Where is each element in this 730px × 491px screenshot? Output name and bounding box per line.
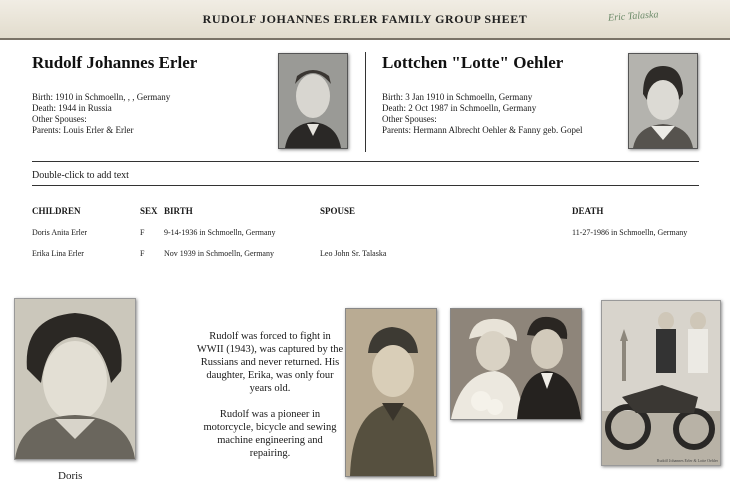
wife-other-spouses: Other Spouses: (382, 114, 437, 124)
spouse-header: SPOUSE (320, 206, 356, 216)
husband-parents: Parents: Louis Erler & Erler (32, 125, 134, 135)
notes-field[interactable]: Double-click to add text (32, 170, 129, 181)
child-sex: F (140, 228, 145, 237)
story-paragraph: Rudolf was a pioneer in motorcycle, bicycle and sewing machine engineering and repairing. (203, 409, 337, 459)
child-name[interactable]: Doris Anita Erler (32, 228, 88, 237)
husband-other-spouses: Other Spouses: (32, 114, 87, 124)
sex-header: SEX (140, 206, 158, 216)
doris-photo[interactable] (14, 298, 136, 460)
doris-caption: Doris (58, 470, 83, 482)
story-text (196, 330, 344, 473)
motorcycle-caption: Rudolf Johannes Erler & Lotte Oehler (656, 458, 718, 463)
husband-birth: Birth: 1910 in Schmoelln, , , Germany (32, 92, 171, 102)
child-sex: F (140, 249, 145, 258)
wife-name[interactable]: Lottchen "Lotte" Oehler (382, 53, 564, 72)
child-birth: Nov 1939 in Schmoelln, Germany (164, 249, 274, 258)
wife-birth: Birth: 3 Jan 1910 in Schmoelln, Germany (382, 92, 533, 102)
wife-death: Death: 2 Oct 1987 in Schmoelln, Germany (382, 103, 537, 113)
child-death: 11-27-1986 in Schmoelln, Germany (572, 228, 688, 237)
child-spouse: Leo John Sr. Talaska (320, 249, 387, 258)
wedding-photo[interactable] (450, 308, 582, 420)
child-birth: 9-14-1936 in Schmoelln, Germany (164, 228, 276, 237)
husband-name[interactable]: Rudolf Johannes Erler (32, 53, 198, 72)
motorcycle-photo[interactable] (601, 300, 721, 466)
wife-portrait-photo[interactable] (628, 53, 698, 149)
divider-bottom (32, 185, 699, 186)
death-header: DEATH (572, 206, 604, 216)
spouse-divider (365, 52, 366, 152)
children-header: CHILDREN (32, 206, 81, 216)
title-banner (0, 0, 730, 40)
wife-facts (382, 92, 582, 136)
child-name[interactable]: Erika Lina Erler (32, 249, 84, 258)
husband-death: Death: 1944 in Russia (32, 103, 112, 113)
story-paragraph: Rudolf was forced to fight in WWII (1943), was captured by the Russians and never returned. His daughter, Erika, was only four years old. (196, 331, 344, 394)
husband-portrait-photo[interactable] (278, 53, 348, 149)
birth-header: BIRTH (164, 206, 193, 216)
wife-parents: Parents: Hermann Albrecht Oehler & Fanny geb. Gopel (382, 125, 583, 135)
signature: Eric Talaska (607, 9, 659, 24)
divider-top (32, 161, 699, 162)
husband-facts (32, 92, 170, 136)
soldier-photo[interactable] (345, 308, 437, 477)
page-title: RUDOLF JOHANNES ERLER FAMILY GROUP SHEET (202, 12, 528, 26)
